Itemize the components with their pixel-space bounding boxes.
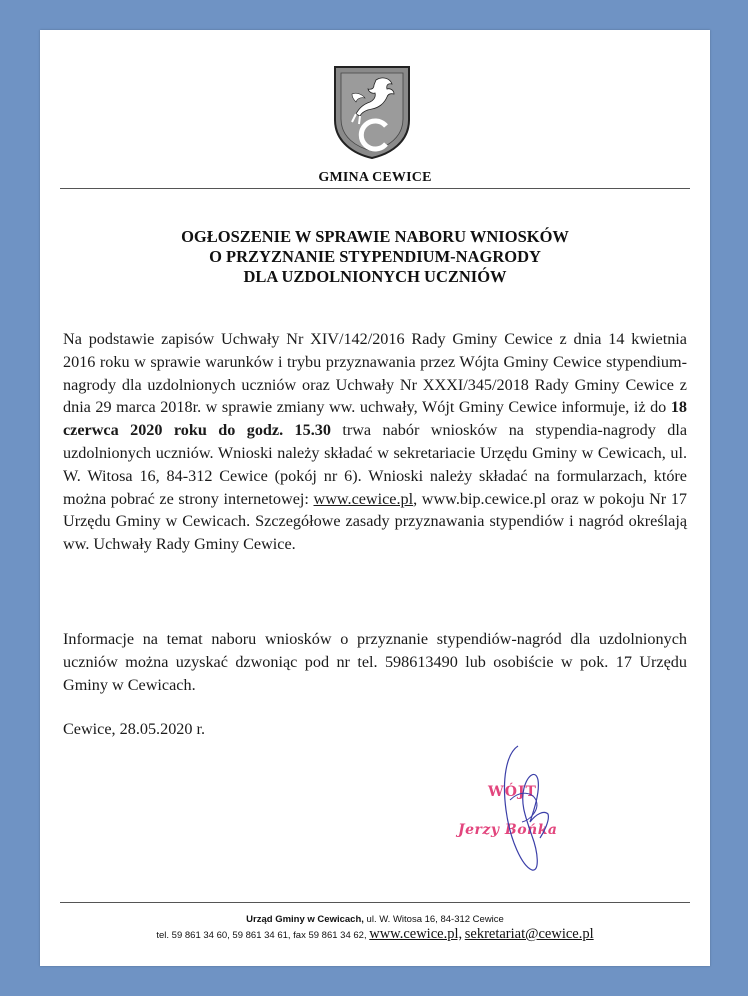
- contact-info-paragraph: Informacje na temat naboru wniosków o przyznanie stypendiów-nagród dla uzdolnionych uczniów można uzyskać dzwoniąc pod nr tel. 598613490 lub osobiście w pok. 17 Urzędu Gminy w Cewicach.: [63, 630, 687, 694]
- footer-contacts: tel. 59 861 34 60, 59 861 34 61, fax 59 861 34 62,: [156, 930, 370, 941]
- handwritten-signature: [440, 740, 600, 880]
- crest-letter: C: [371, 145, 373, 147]
- municipality-name: GMINA CEWICE: [318, 170, 432, 185]
- footer-website-link[interactable]: www.cewice.pl,: [369, 926, 463, 942]
- footer-address: ul. W. Witosa 16, 84-312 Cewice: [363, 914, 504, 925]
- paragraph-text: Na podstawie zapisów Uchwały Nr XIV/142/2016 Rady Gminy Cewice z dnia 14 kwietnia 2016 roku w sprawie warunków i trybu przyznawania przez Wójta Gminy Cewice stypendium-nagrody dla uzdolnionych uczniów oraz Uchwały Nr XXXI/345/2018 Rady Gminy Cewice z dnia 29 marca 2018r. w sprawie zmiany ww. uchwały, Wójt Gminy Cewice informuje, iż do: [63, 330, 687, 417]
- deadline-text: 18 czerwca 2020 roku do godz. 15.30: [63, 398, 687, 440]
- website-link[interactable]: www.cewice.pl: [313, 489, 414, 508]
- coat-of-arms-logo: [332, 64, 412, 160]
- footer-divider: [60, 902, 690, 903]
- signature-block: [440, 740, 600, 880]
- footer-email-link[interactable]: sekretariat@cewice.pl: [464, 926, 594, 942]
- paragraph-text-cont: trwa nabór wniosków na stypendia-nagrody dla uzdolnionych uczniów. Wnioski należy składać w sekretariacie Urzędu Gminy w Cewicach, ul. W. Witosa 16, 84-312 Cewice (pokój nr 6). Wnioski należy składać na formularzach, które można pobrać ze strony internetowej:: [63, 421, 688, 508]
- footer-org: Urząd Gminy w Cewicach,: [246, 914, 364, 925]
- header-divider: [60, 188, 690, 189]
- document-page: [40, 30, 710, 966]
- place-and-date: Cewice, 28.05.2020 r.: [63, 720, 206, 738]
- footer: [40, 914, 710, 944]
- announcement-paragraph: [63, 328, 687, 556]
- stamp-name: Jerzy Bońka: [458, 822, 558, 838]
- paragraph-text-end: , www.bip.cewice.pl oraz w pokoju Nr 17 Urzędu Gminy w Cewicach. Szczegółowe zasady przyznawania stypendiów i nagród określają ww. Uchwały Rady Gminy Cewice.: [63, 489, 688, 554]
- document-title: [60, 227, 690, 287]
- title-line-2: O PRZYZNANIE STYPENDIUM-NAGRODY: [209, 247, 541, 266]
- stamp-title: WÓJT: [488, 784, 537, 800]
- title-line-3: DLA UZDOLNIONYCH UCZNIÓW: [243, 267, 507, 286]
- title-line-1: OGŁOSZENIE W SPRAWIE NABORU WNIOSKÓW: [181, 227, 569, 246]
